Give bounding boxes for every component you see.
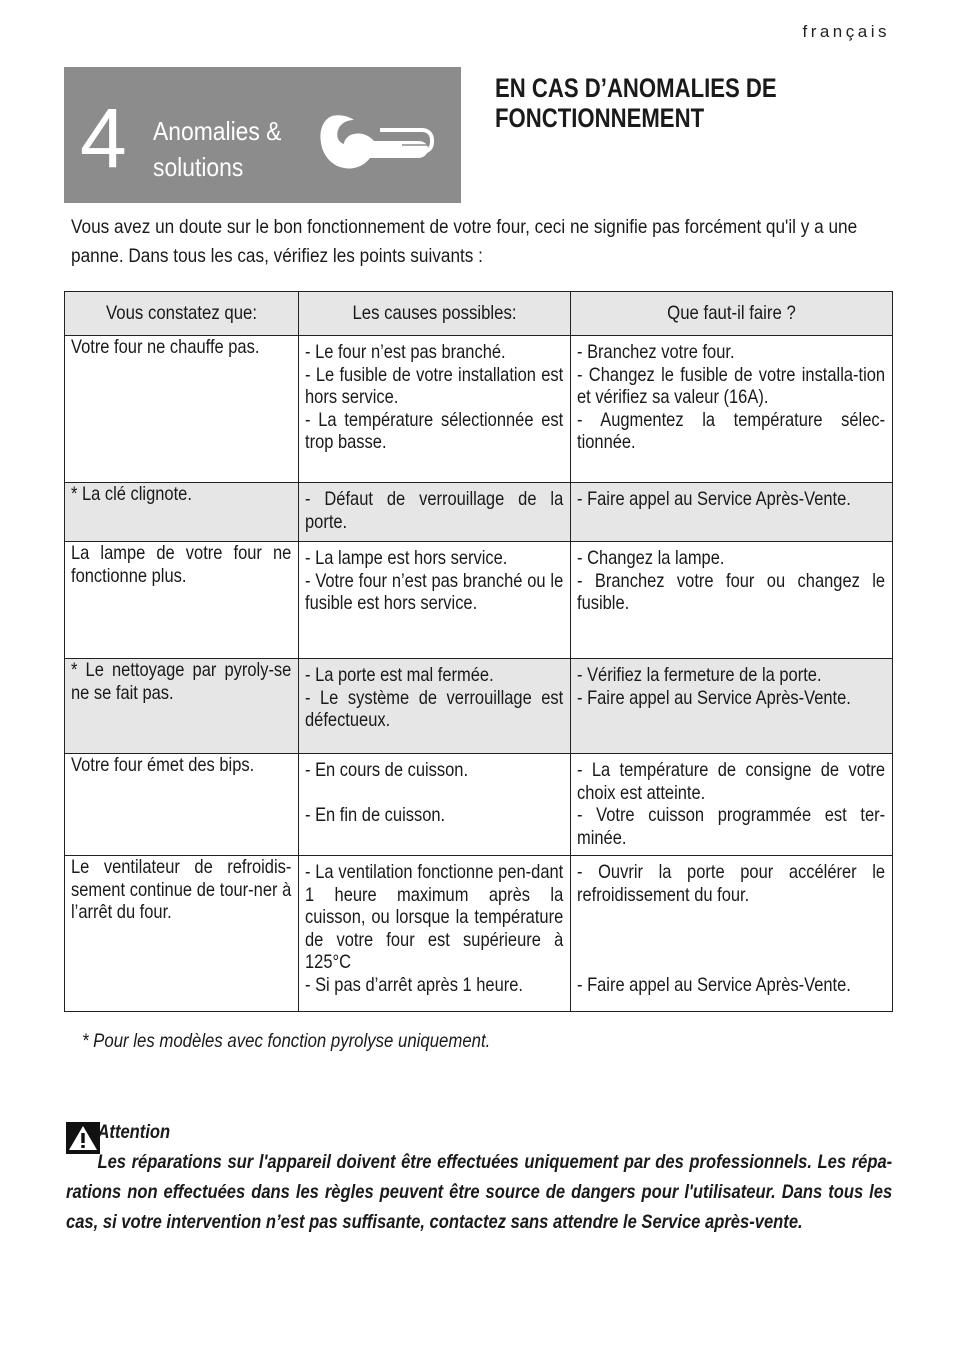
cause-item: - La température sélectionnée est trop basse. [305,408,564,454]
action-item: - Faire appel au Service Après-Vente. [577,686,851,709]
chapter-title-line2: solutions [153,152,244,182]
action-item: - Votre cuisson programmée est ter-minée. [577,804,886,849]
action-item: - Changez la lampe. [577,547,725,569]
cause-item: - En fin de cuisson. [305,804,446,827]
table-row [65,483,893,542]
table-row [65,542,893,659]
action-item: - Changez le fusible de votre installa-tion et vérifiez sa valeur (16A). [577,363,886,409]
action-item: - Branchez votre four. [577,341,735,363]
column-header: Vous constatez que: [65,292,299,336]
action-item: - Faire appel au Service Après-Vente. [577,488,851,510]
cause-item: - Votre four n’est pas branché ou le fusible est hors service. [305,569,564,615]
symptom-cell: * Le nettoyage par pyroly-se ne se fait pas. [65,659,299,754]
language-label: français [802,22,890,41]
causes-cell [299,659,571,754]
chapter-title [153,113,281,185]
symptom-cell: * La clé clignote. [65,483,299,542]
symptom-cell: Le ventilateur de refroidis-sement continue de tour-ner à l’arrêt du four. [65,856,299,1012]
actions-cell [571,659,893,754]
cause-item: - Le système de verrouillage est défectueux. [305,686,564,732]
cause-item: - Le four n’est pas branché. [305,341,506,363]
cause-item: - La porte est mal fermée. [305,664,494,686]
chapter-number: 4 [80,91,127,185]
symptom-cell: La lampe de votre four ne fonctionne plus. [65,542,299,659]
warning-block [66,1117,892,1237]
table-row [65,754,893,856]
cause-item: - La ventilation fonctionne pen-dant 1 heure maximum après la cuisson, ou lorsque la température de votre four est supérieure à 125°C [305,861,564,974]
actions-cell [571,483,893,542]
causes-cell [299,336,571,483]
action-item: - La température de consigne de votre choix est atteinte. [577,759,886,804]
table-header-row [65,292,893,336]
troubleshooting-table [64,291,893,1012]
wrench-icon [318,110,436,176]
table-row [65,659,893,754]
causes-cell [299,542,571,659]
causes-cell [299,754,571,856]
causes-cell [299,856,571,1012]
action-item: - Augmentez la température sélec-tionnée. [577,408,886,454]
cause-item: - La lampe est hors service. [305,547,508,569]
table-row [65,336,893,483]
actions-cell [571,856,893,1012]
cause-item: - Le fusible de votre installation est hors service. [305,363,564,409]
cause-item: - En cours de cuisson. [305,759,469,781]
column-header: Que faut-il faire ? [571,292,893,336]
warning-title: Attention [97,1121,171,1143]
causes-cell [299,483,571,542]
action-item: - Ouvrir la porte pour accélérer le refroidissement du four. [577,861,886,906]
action-item: - Faire appel au Service Après-Vente. [577,973,851,996]
actions-cell [571,754,893,856]
section-title-line1: EN CAS D’ANOMALIES DE [495,73,777,103]
chapter-title-line1: Anomalies & [153,116,282,146]
column-header: Les causes possibles: [299,292,571,336]
action-item: - Vérifiez la fermeture de la porte. [577,664,822,686]
action-item: - Branchez votre four ou changez le fusible. [577,569,886,615]
symptom-cell: Votre four ne chauffe pas. [65,336,299,483]
footnote: * Pour les modèles avec fonction pyrolyse uniquement. [82,1030,491,1052]
intro-paragraph: Vous avez un doute sur le bon fonctionnement de votre four, ceci ne signifie pas forcément qu'il y a une panne. Dans tous les cas, vérifiez les points suivants : [71,217,858,267]
cause-item: - Si pas d’arrêt après 1 heure. [305,973,523,996]
actions-cell [571,336,893,483]
actions-cell [571,542,893,659]
warning-text: Les réparations sur l'appareil doivent être effectuées uniquement par des professionnels. Les répa-rations non effectuées dans les règles peuvent être source de dangers pour l'utilisateur. Dans tous les cas, si votre intervention n’est pas suffisante, contactez sans attendre le Service après-vente. [66,1151,893,1233]
symptom-cell: Votre four émet des bips. [65,754,299,856]
section-title [495,73,777,133]
section-title-line2: FONCTIONNEMENT [495,103,705,133]
cause-item: - Défaut de verrouillage de la porte. [305,488,564,533]
table-row [65,856,893,1012]
